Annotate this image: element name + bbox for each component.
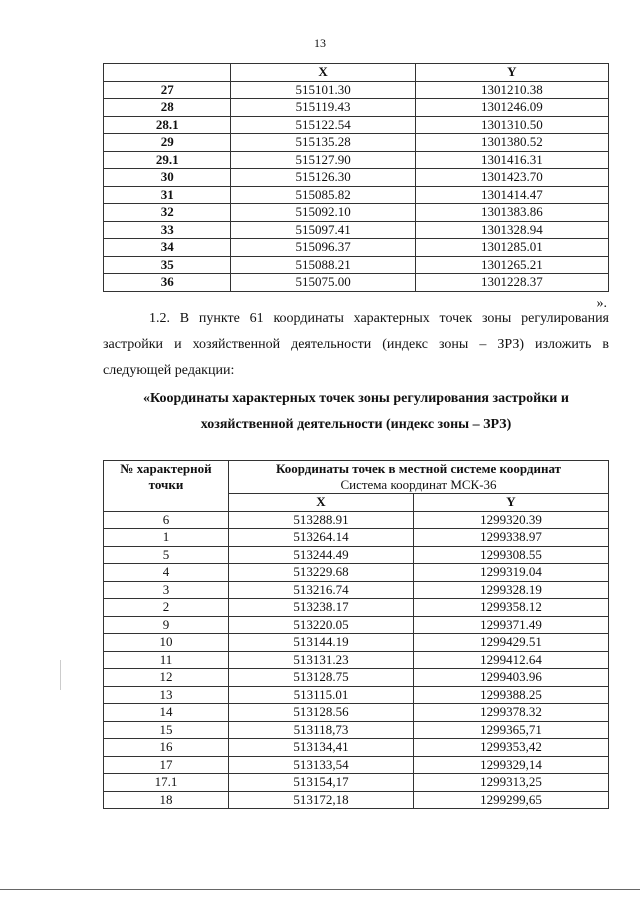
x-cell: 513238.17	[229, 599, 414, 617]
x-cell: 515135.28	[231, 134, 415, 152]
y-cell: 1301383.86	[415, 204, 608, 222]
x-cell: 515096.37	[231, 239, 415, 257]
y-cell: 1301380.52	[415, 134, 608, 152]
header-point	[104, 64, 231, 82]
header-point-line2: точки	[148, 477, 184, 492]
x-cell: 515127.90	[231, 151, 415, 169]
header-coords-title: Координаты точек в местной системе координат	[275, 461, 562, 476]
y-cell: 1301265.21	[415, 256, 608, 274]
x-cell: 515085.82	[231, 186, 415, 204]
y-cell: 1299313,25	[414, 774, 609, 792]
table-row	[104, 599, 609, 617]
y-cell: 1299353,42	[414, 739, 609, 757]
table-row	[104, 774, 609, 792]
x-cell: 515119.43	[231, 99, 415, 117]
table-row	[104, 99, 609, 117]
x-cell: 515122.54	[231, 116, 415, 134]
table-header-row	[104, 64, 609, 82]
point-cell: 29	[104, 134, 231, 152]
x-cell: 513288.91	[229, 511, 414, 529]
y-cell: 1301246.09	[415, 99, 608, 117]
y-cell: 1299371.49	[414, 616, 609, 634]
section-heading	[103, 386, 609, 438]
y-cell: 1299299,65	[414, 791, 609, 809]
header-coords	[229, 461, 609, 494]
point-cell: 14	[104, 704, 229, 722]
x-cell: 513154,17	[229, 774, 414, 792]
point-cell: 11	[104, 651, 229, 669]
y-cell: 1299358.12	[414, 599, 609, 617]
table-header-row	[104, 461, 609, 494]
x-cell: 513128.56	[229, 704, 414, 722]
coordinates-table	[103, 460, 609, 809]
table-row	[104, 686, 609, 704]
point-cell: 18	[104, 791, 229, 809]
header-y: Y	[415, 64, 608, 82]
table-row	[104, 511, 609, 529]
y-cell: 1301310.50	[415, 116, 608, 134]
table-row	[104, 721, 609, 739]
point-cell: 6	[104, 511, 229, 529]
header-x: X	[229, 494, 414, 512]
table-row	[104, 669, 609, 687]
x-cell: 513115.01	[229, 686, 414, 704]
x-cell: 513134,41	[229, 739, 414, 757]
table-row	[104, 239, 609, 257]
table-row	[104, 169, 609, 187]
table-row	[104, 274, 609, 292]
table-row	[104, 546, 609, 564]
y-cell: 1299378.32	[414, 704, 609, 722]
point-cell: 4	[104, 564, 229, 582]
point-cell: 2	[104, 599, 229, 617]
table-row	[104, 529, 609, 547]
paragraph-line: следующей редакции:	[103, 363, 235, 378]
point-cell: 27	[104, 81, 231, 99]
x-cell: 513216.74	[229, 581, 414, 599]
x-cell: 513144.19	[229, 634, 414, 652]
point-cell: 1	[104, 529, 229, 547]
table-row	[104, 564, 609, 582]
y-cell: 1299388.25	[414, 686, 609, 704]
point-cell: 35	[104, 256, 231, 274]
y-cell: 1301228.37	[415, 274, 608, 292]
point-cell: 32	[104, 204, 231, 222]
page-number: 13	[314, 36, 326, 50]
x-cell: 515126.30	[231, 169, 415, 187]
point-cell: 33	[104, 221, 231, 239]
table-row	[104, 81, 609, 99]
table-row	[104, 739, 609, 757]
y-cell: 1299338.97	[414, 529, 609, 547]
heading-line: «Координаты характерных точек зоны регулирования застройки и	[143, 391, 569, 406]
x-cell: 513264.14	[229, 529, 414, 547]
point-cell: 9	[104, 616, 229, 634]
point-cell: 15	[104, 721, 229, 739]
x-cell: 515088.21	[231, 256, 415, 274]
table-row	[104, 634, 609, 652]
x-cell: 513128.75	[229, 669, 414, 687]
point-cell: 31	[104, 186, 231, 204]
table-row	[104, 616, 609, 634]
point-cell: 17	[104, 756, 229, 774]
heading-line: хозяйственной деятельности (индекс зоны – ЗРЗ)	[200, 417, 512, 432]
table-body	[104, 81, 609, 291]
closing-quote: ».	[596, 296, 607, 311]
x-cell: 513220.05	[229, 616, 414, 634]
y-cell: 1299429.51	[414, 634, 609, 652]
point-cell: 30	[104, 169, 231, 187]
footer-divider	[0, 889, 640, 890]
x-cell: 513244.49	[229, 546, 414, 564]
point-cell: 13	[104, 686, 229, 704]
header-point-line1: № характерной	[120, 461, 212, 476]
table-row	[104, 134, 609, 152]
amendment-paragraph	[103, 306, 609, 384]
table-row	[104, 704, 609, 722]
y-cell: 1299328.19	[414, 581, 609, 599]
table-row	[104, 256, 609, 274]
y-cell: 1299365,71	[414, 721, 609, 739]
y-cell: 1299403.96	[414, 669, 609, 687]
point-cell: 28.1	[104, 116, 231, 134]
x-cell: 515092.10	[231, 204, 415, 222]
y-cell: 1301285.01	[415, 239, 608, 257]
y-cell: 1301328.94	[415, 221, 608, 239]
table-body	[104, 511, 609, 809]
table-row	[104, 651, 609, 669]
table-row	[104, 221, 609, 239]
table-row	[104, 204, 609, 222]
y-cell: 1301210.38	[415, 81, 608, 99]
y-cell: 1299308.55	[414, 546, 609, 564]
x-cell: 515101.30	[231, 81, 415, 99]
x-cell: 513172,18	[229, 791, 414, 809]
point-cell: 5	[104, 546, 229, 564]
y-cell: 1299319.04	[414, 564, 609, 582]
header-coords-subtitle: Система координат МСК-36	[340, 477, 497, 492]
y-cell: 1299329,14	[414, 756, 609, 774]
point-cell: 34	[104, 239, 231, 257]
y-cell: 1301423.70	[415, 169, 608, 187]
y-cell: 1301414.47	[415, 186, 608, 204]
table-row	[104, 581, 609, 599]
x-cell: 515075.00	[231, 274, 415, 292]
header-x: X	[231, 64, 415, 82]
point-cell: 28	[104, 99, 231, 117]
header-y: Y	[414, 494, 609, 512]
point-cell: 17.1	[104, 774, 229, 792]
paragraph-line: застройки и хозяйственной деятельности (индекс зоны – ЗРЗ) изложить в	[103, 337, 609, 352]
y-cell: 1301416.31	[415, 151, 608, 169]
table-row	[104, 791, 609, 809]
x-cell: 513133,54	[229, 756, 414, 774]
point-cell: 3	[104, 581, 229, 599]
table-row	[104, 186, 609, 204]
table-row	[104, 756, 609, 774]
y-cell: 1299320.39	[414, 511, 609, 529]
point-cell: 29.1	[104, 151, 231, 169]
point-cell: 36	[104, 274, 231, 292]
y-cell: 1299412.64	[414, 651, 609, 669]
scan-artifact	[60, 660, 61, 690]
header-point-number	[104, 461, 229, 512]
x-cell: 513118,73	[229, 721, 414, 739]
point-cell: 12	[104, 669, 229, 687]
point-cell: 10	[104, 634, 229, 652]
table-row	[104, 116, 609, 134]
coordinates-table-continued	[103, 63, 609, 292]
x-cell: 513229.68	[229, 564, 414, 582]
paragraph-line: 1.2. В пункте 61 координаты характерных точек зоны регулирования	[149, 311, 609, 326]
x-cell: 515097.41	[231, 221, 415, 239]
x-cell: 513131.23	[229, 651, 414, 669]
table-row	[104, 151, 609, 169]
point-cell: 16	[104, 739, 229, 757]
